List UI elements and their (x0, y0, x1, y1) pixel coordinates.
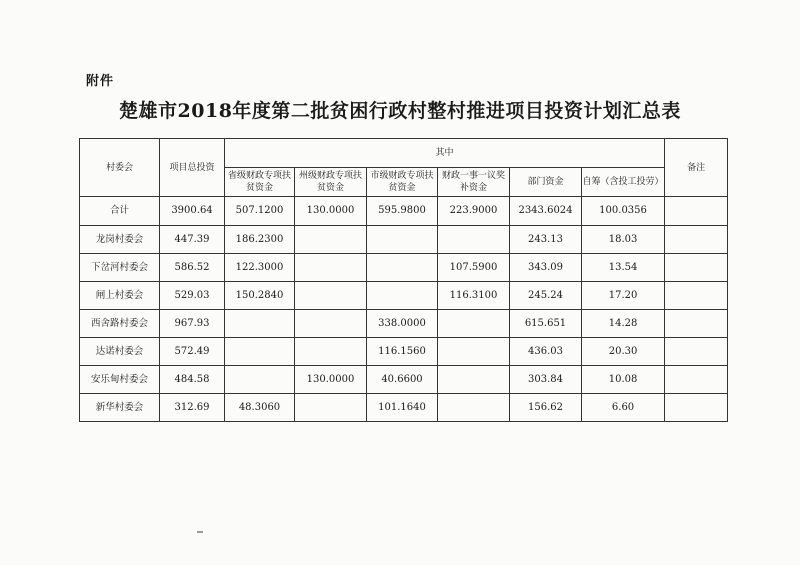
document-title: 楚雄市2018年度第二批贫困行政村整村推进项目投资计划汇总表 (119, 100, 681, 122)
cell-total: 3900.64 (160, 197, 225, 226)
cell-self: 18.03 (582, 226, 665, 254)
cell-city: 116.1560 (367, 338, 438, 366)
table-row (80, 197, 728, 226)
header-self: 自筹（含投工投劳） (582, 168, 665, 197)
header-of-which: 其中 (225, 139, 665, 168)
cell-city (367, 282, 438, 310)
cell-city: 338.0000 (367, 310, 438, 338)
cell-total: 529.03 (160, 282, 225, 310)
cell-name: 西舍路村委会 (80, 310, 160, 338)
cell-self: 14.28 (582, 310, 665, 338)
cell-total: 572.49 (160, 338, 225, 366)
table-row (80, 394, 728, 422)
cell-prefecture (295, 338, 367, 366)
cell-provincial: 48.3060 (225, 394, 295, 422)
table-row (80, 254, 728, 282)
cell-prefecture: 130.0000 (295, 197, 367, 226)
cell-name: 闸上村委会 (80, 282, 160, 310)
cell-provincial: 186.2300 (225, 226, 295, 254)
cell-provincial (225, 310, 295, 338)
cell-provincial (225, 366, 295, 394)
table-row (80, 310, 728, 338)
cell-city: 40.6600 (367, 366, 438, 394)
attachment-label: 附件 (86, 74, 115, 89)
cell-department: 303.84 (510, 366, 582, 394)
cell-prefecture (295, 310, 367, 338)
header-remark: 备注 (665, 139, 728, 197)
cell-department: 343.09 (510, 254, 582, 282)
cell-yishiyiyi (438, 366, 510, 394)
cell-city (367, 254, 438, 282)
header-department: 部门资金 (510, 168, 582, 197)
cell-self: 10.08 (582, 366, 665, 394)
cell-total: 967.93 (160, 310, 225, 338)
cell-prefecture: 130.0000 (295, 366, 367, 394)
cell-provincial (225, 338, 295, 366)
header-yishiyiyi: 财政一事一议奖补资金 (438, 168, 510, 197)
header-total: 项目总投资 (160, 139, 225, 197)
cell-remark (665, 197, 728, 226)
cell-department: 245.24 (510, 282, 582, 310)
cell-remark (665, 394, 728, 422)
cell-name: 合计 (80, 197, 160, 226)
cell-yishiyiyi (438, 226, 510, 254)
header-village: 村委会 (80, 139, 160, 197)
cell-provincial: 122.3000 (225, 254, 295, 282)
cell-remark (665, 338, 728, 366)
cell-prefecture (295, 394, 367, 422)
cell-city: 595.9800 (367, 197, 438, 226)
header-provincial: 省级财政专项扶贫资金 (225, 168, 295, 197)
cell-prefecture (295, 282, 367, 310)
cell-name: 新华村委会 (80, 394, 160, 422)
cell-department: 436.03 (510, 338, 582, 366)
cell-total: 447.39 (160, 226, 225, 254)
cell-self: 6.60 (582, 394, 665, 422)
cell-prefecture (295, 254, 367, 282)
cell-self: 17.20 (582, 282, 665, 310)
cell-yishiyiyi: 107.5900 (438, 254, 510, 282)
cell-yishiyiyi (438, 394, 510, 422)
cell-name: 下岔河村委会 (80, 254, 160, 282)
cell-city: 101.1640 (367, 394, 438, 422)
table-row (80, 338, 728, 366)
cell-self: 100.0356 (582, 197, 665, 226)
cell-name: 达诺村委会 (80, 338, 160, 366)
header-row-top (80, 139, 728, 168)
cell-department: 156.62 (510, 394, 582, 422)
cell-prefecture (295, 226, 367, 254)
table-row (80, 226, 728, 254)
header-city: 市级财政专项扶贫资金 (367, 168, 438, 197)
cell-name: 安乐甸村委会 (80, 366, 160, 394)
cell-department: 2343.6024 (510, 197, 582, 226)
cell-provincial: 150.2840 (225, 282, 295, 310)
header-prefecture: 州级财政专项扶贫资金 (295, 168, 367, 197)
cell-city (367, 226, 438, 254)
cell-department: 615.651 (510, 310, 582, 338)
scan-speck (197, 531, 203, 533)
table-row (80, 282, 728, 310)
cell-yishiyiyi: 116.3100 (438, 282, 510, 310)
cell-remark (665, 254, 728, 282)
investment-summary-table (79, 138, 728, 422)
cell-remark (665, 366, 728, 394)
cell-provincial: 507.1200 (225, 197, 295, 226)
cell-self: 13.54 (582, 254, 665, 282)
cell-total: 312.69 (160, 394, 225, 422)
cell-remark (665, 282, 728, 310)
cell-yishiyiyi (438, 338, 510, 366)
table-row (80, 366, 728, 394)
cell-yishiyiyi: 223.9000 (438, 197, 510, 226)
cell-yishiyiyi (438, 310, 510, 338)
cell-total: 484.58 (160, 366, 225, 394)
cell-total: 586.52 (160, 254, 225, 282)
cell-self: 20.30 (582, 338, 665, 366)
cell-remark (665, 310, 728, 338)
cell-remark (665, 226, 728, 254)
cell-department: 243.13 (510, 226, 582, 254)
cell-name: 龙岗村委会 (80, 226, 160, 254)
